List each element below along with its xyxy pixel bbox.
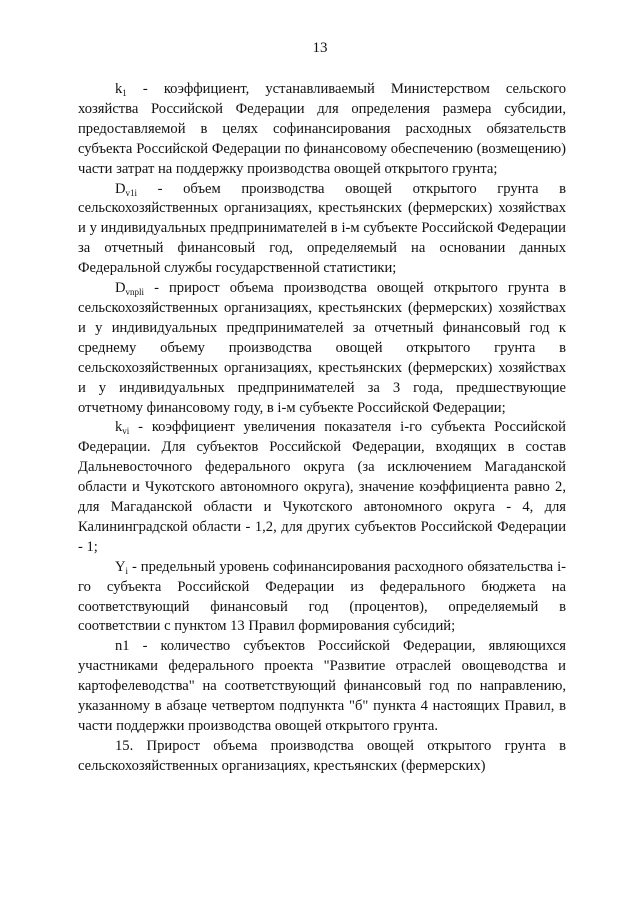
definition-text: - объем производства овощей открытого грунта в сельскохозяйственных организациях, крестьянских (фермерских) хозяйствах и у индивидуальных предпринимателей в i-м субъекте Российской Федерации за отчетный финансовый год, определяемый на основании данных Федеральной службы государственной статистики; — [78, 180, 566, 277]
formula-symbol: D — [115, 280, 126, 297]
definition-text: - коэффициент увеличения показателя i-го субъекта Российской Федерации. Для субъектов Российской Федерации, входящих в состав Дальневосточного федерального округа (за исключением Магаданской области и Чукотского автономного округа), значение коэффициента равно 2, для Магаданской области и Чукотского автономного округа - 4, для Калининградской области - 1,2, для других субъектов Российской Федерации - 1; — [78, 419, 566, 555]
definition-text: - коэффициент, устанавливаемый Министерством сельского хозяйства Российской Федерации для определения размера субсидии, предоставляемой в целях софинансирования расходных обязательств субъекта Российской Федерации по финансовому обеспечению (возмещению) части затрат на поддержку производства овощей открытого грунта; — [78, 81, 566, 177]
formula-subscript: vi — [122, 426, 130, 437]
definition-yi — [78, 558, 566, 638]
definition-kvi — [78, 418, 566, 557]
definition-text: - прирост объема производства овощей открытого грунта в сельскохозяйственных организациях, крестьянских (фермерских) хозяйствах и у индивидуальных предпринимателей за отчетный финансовый год к среднему объему производства овощей открытого грунта в сельскохозяйственных организациях, крестьянских (фермерских) хозяйствах и у индивидуальных предпринимателей за 3 года, предшествующие отчетному финансовому году, в i-м субъекте Российской Федерации; — [78, 280, 566, 416]
formula-symbol: k — [115, 81, 123, 97]
definition-n1 — [78, 637, 566, 737]
formula-subscript: vnpli — [125, 287, 145, 298]
definition-text: - предельный уровень софинансирования расходного обязательства i-го субъекта Российской Федерации из федерального бюджета на соответствующий финансовый год (процентов), определяемый в соответствии с пунктом 13 Правил формирования субсидий; — [78, 558, 566, 635]
clause-15 — [78, 737, 566, 777]
formula-symbol: n1 — [115, 638, 130, 655]
definition-dv1i — [78, 180, 566, 280]
definition-text: - количество субъектов Российской Федерации, являющихся участниками федерального проекта "Развитие отраслей овощеводства и картофелеводства" на соответствующий финансовый год по направлению, указанному в абзаце четвертом подпункта "б" пункта 4 настоящих Правил, в части поддержки производства овощей открытого грунта. — [78, 638, 566, 734]
formula-subscript: v1i — [125, 187, 138, 198]
page-number: 13 — [312, 40, 328, 56]
definition-dvnpli — [78, 279, 566, 418]
formula-symbol: D — [115, 180, 126, 197]
formula-symbol: k — [115, 419, 123, 436]
definition-k1 — [78, 80, 566, 180]
formula-subscript: 1 — [122, 88, 127, 98]
document-body — [78, 80, 566, 777]
formula-symbol: Y — [115, 558, 126, 575]
clause-number: 15. — [115, 737, 134, 754]
formula-subscript: i — [125, 565, 129, 576]
clause-text: Прирост объема производства овощей открытого грунта в сельскохозяйственных организациях, крестьянских (фермерских) — [78, 737, 566, 774]
